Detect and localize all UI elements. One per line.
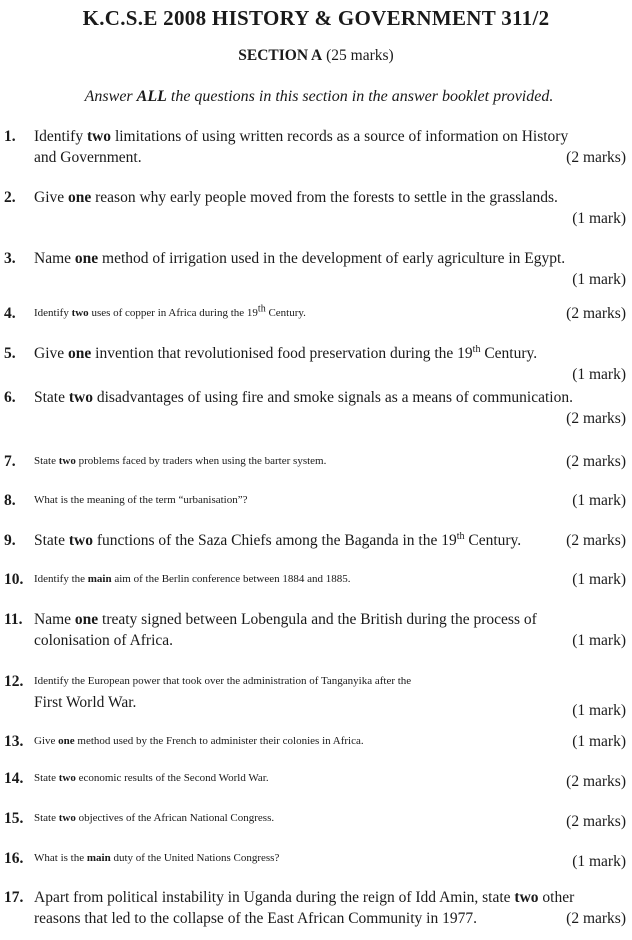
question-marks: (2 marks)	[566, 453, 626, 470]
question-text: State two economic results of the Second World War.	[34, 772, 269, 784]
question-marks: (1 mark)	[572, 632, 626, 649]
question-marks: (2 marks)	[566, 410, 626, 427]
question-number: 8.	[4, 492, 16, 509]
question-number: 6.	[4, 389, 16, 406]
question-text-line2: reasons that led to the collapse of the East African Community in 1977.	[34, 910, 477, 927]
section-marks: (25 marks)	[322, 47, 394, 64]
question-text: Identify two uses of copper in Africa during the 19th Century.	[34, 303, 306, 319]
question-marks: (2 marks)	[566, 910, 626, 927]
question-marks: (1 mark)	[572, 853, 626, 870]
question-text: Give one invention that revolutionised food preservation during the 19th Century.	[34, 343, 538, 362]
question-marks: (2 marks)	[566, 773, 626, 790]
question-text-line2: and Government.	[34, 149, 142, 166]
question-marks: (1 mark)	[572, 366, 626, 383]
question-marks: (2 marks)	[566, 149, 626, 166]
question-text: State two disadvantages of using fire and smoke signals as a means of communication.	[34, 389, 573, 406]
question-number: 11.	[4, 611, 23, 628]
section-label: SECTION A	[238, 47, 323, 64]
question-text: Name one method of irrigation used in the development of early agriculture in Egypt.	[34, 250, 566, 267]
question-number: 2.	[4, 189, 16, 206]
instruction-text-start: Answer	[84, 88, 137, 105]
question-number: 3.	[4, 250, 16, 267]
question-number: 13.	[4, 733, 24, 750]
question-text: State two objectives of the African National Congress.	[34, 812, 275, 824]
question-number: 16.	[4, 850, 24, 867]
question-text: What is the meaning of the term “urbanisation”?	[34, 494, 248, 506]
instruction-text-end: the questions in this section in the answer booklet provided.	[166, 88, 554, 105]
question-number: 5.	[4, 345, 16, 362]
question-number: 1.	[4, 128, 16, 145]
question-text: Give one reason why early people moved from the forests to settle in the grasslands.	[34, 189, 558, 206]
question-marks: (2 marks)	[566, 813, 626, 830]
question-text: Identify the European power that took over the administration of Tanganyika after the	[34, 675, 412, 687]
question-text: What is the main duty of the United Nations Congress?	[34, 852, 280, 864]
question-marks: (1 mark)	[572, 210, 626, 227]
question-number: 10.	[4, 571, 24, 588]
question-marks: (1 mark)	[572, 571, 626, 588]
question-text: Identify the main aim of the Berlin conference between 1884 and 1885.	[34, 573, 351, 585]
instruction-emphasis: ALL	[136, 88, 167, 105]
question-marks: (2 marks)	[566, 305, 626, 322]
question-number: 17.	[4, 889, 24, 906]
question-text: Name one treaty signed between Lobengula and the British during the process of	[34, 611, 537, 628]
question-text-line2: First World War.	[34, 694, 137, 711]
section-instruction	[0, 88, 632, 106]
question-text: State two problems faced by traders when using the barter system.	[34, 455, 327, 467]
question-marks: (1 mark)	[572, 733, 626, 750]
question-marks: (2 marks)	[566, 532, 626, 549]
question-number: 15.	[4, 810, 24, 827]
question-number: 14.	[4, 770, 24, 787]
question-marks: (1 mark)	[572, 702, 626, 719]
exam-title: K.C.S.E 2008 HISTORY & GOVERNMENT 311/2	[82, 6, 550, 30]
question-marks: (1 mark)	[572, 271, 626, 288]
question-text: Apart from political instability in Uganda during the reign of Idd Amin, state two other	[34, 889, 575, 906]
question-number: 4.	[4, 305, 16, 322]
question-text: Identify two limitations of using written records as a source of information on History	[34, 128, 569, 145]
section-heading	[0, 47, 632, 65]
question-number: 12.	[4, 673, 24, 690]
question-marks: (1 mark)	[572, 492, 626, 509]
question-text-line2: colonisation of Africa.	[34, 632, 174, 649]
question-number: 7.	[4, 453, 16, 470]
question-number: 9.	[4, 532, 16, 549]
question-text: Give one method used by the French to administer their colonies in Africa.	[34, 735, 364, 747]
question-text: State two functions of the Saza Chiefs among the Baganda in the 19th Century.	[34, 530, 522, 549]
